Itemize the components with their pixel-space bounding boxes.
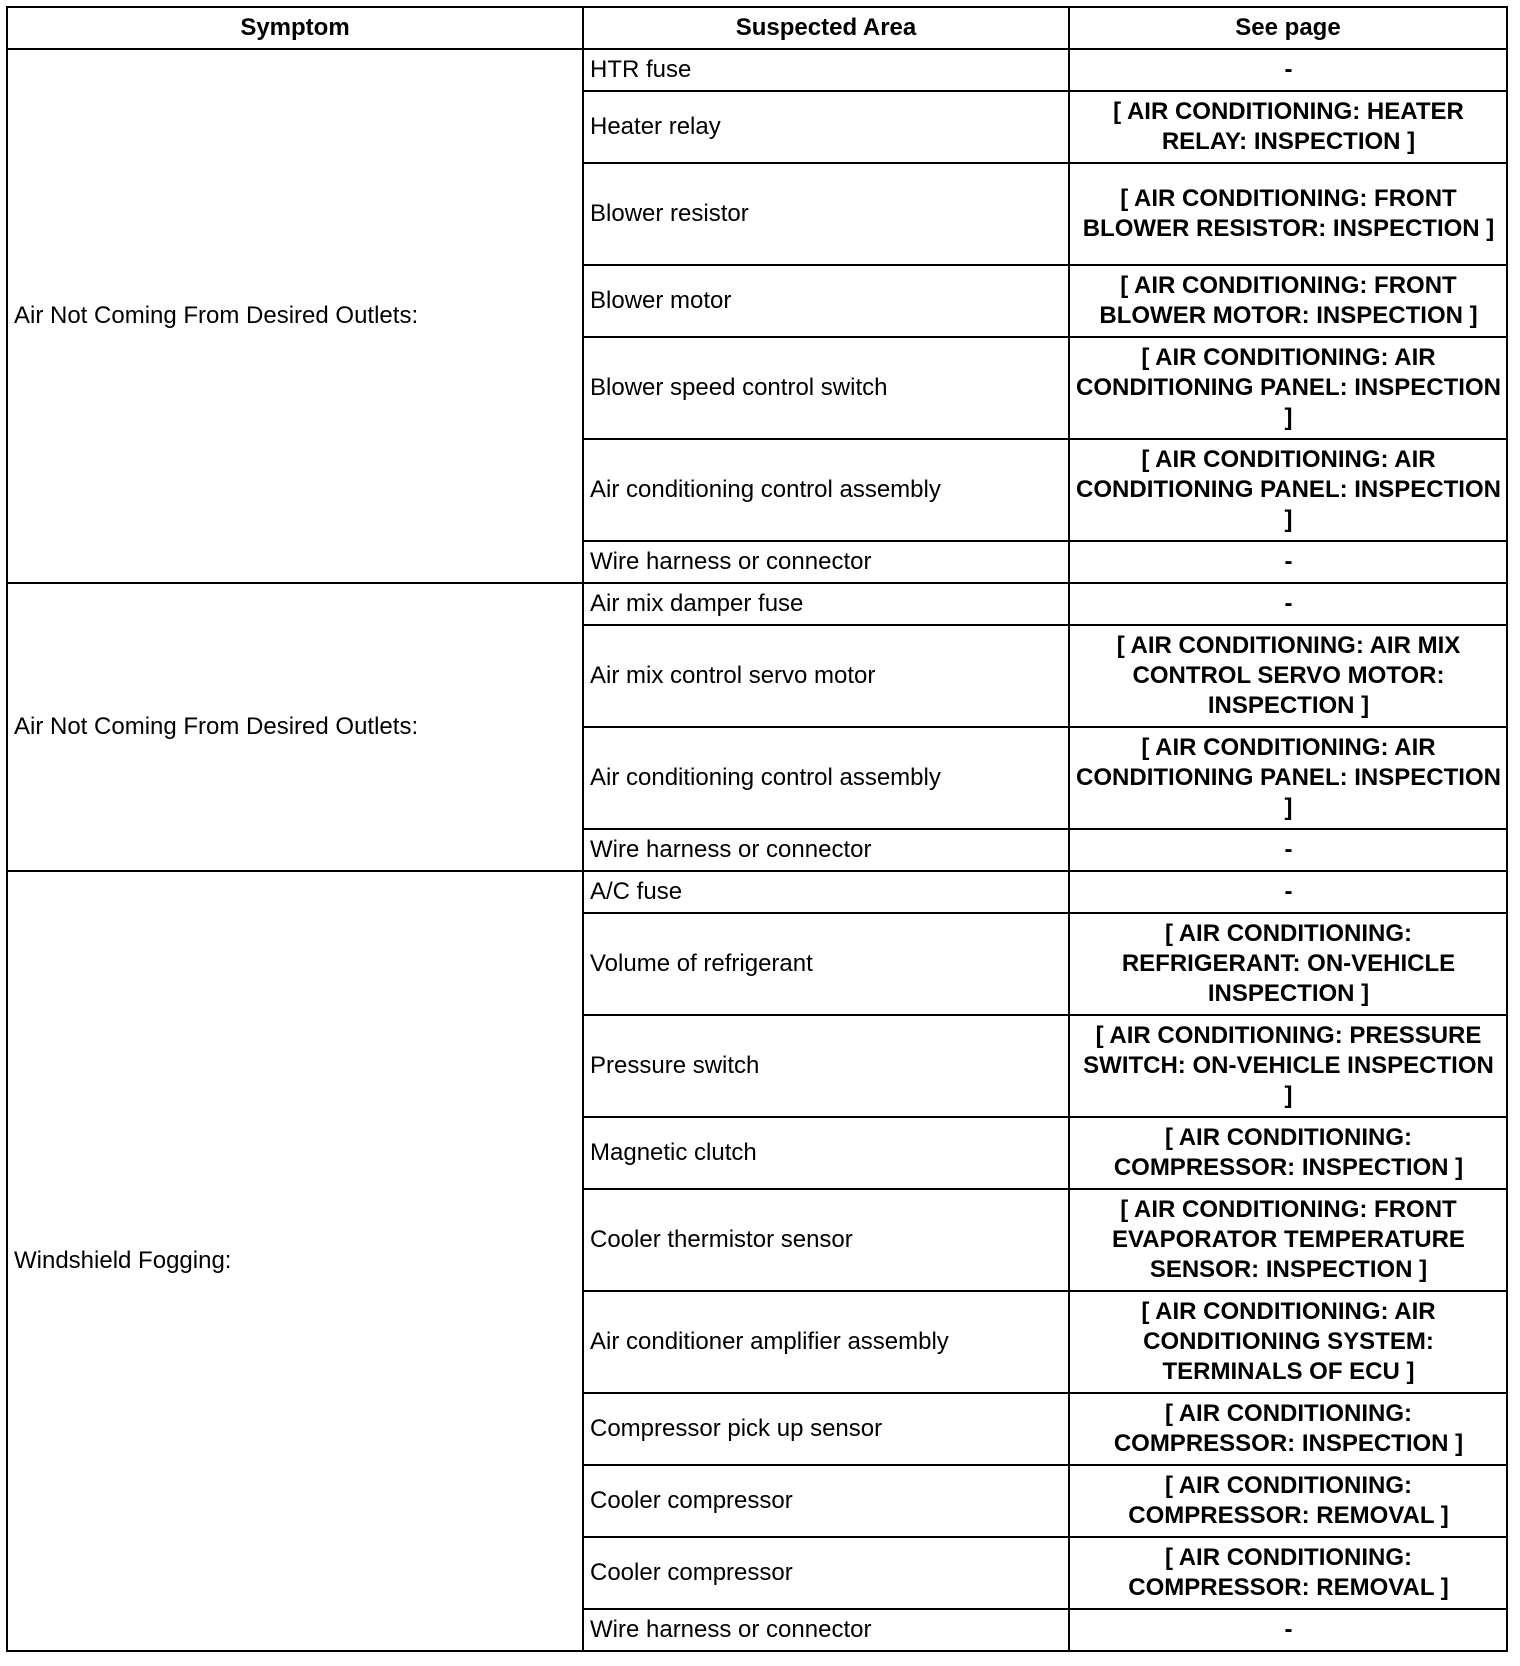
symptom-cell: Windshield Fogging: [7, 871, 583, 1651]
see-page-cell: [ AIR CONDITIONING: FRONT BLOWER MOTOR: INSPECTION ] [1069, 265, 1507, 337]
suspected-area-cell: Air conditioner amplifier assembly [583, 1291, 1069, 1393]
suspected-area-cell: Wire harness or connector [583, 829, 1069, 871]
header-see-page: See page [1069, 7, 1507, 49]
see-page-cell: [ AIR CONDITIONING: COMPRESSOR: REMOVAL ] [1069, 1465, 1507, 1537]
see-page-cell: [ AIR CONDITIONING: AIR CONDITIONING PANEL: INSPECTION ] [1069, 727, 1507, 829]
see-page-cell: [ AIR CONDITIONING: COMPRESSOR: INSPECTION ] [1069, 1117, 1507, 1189]
suspected-area-cell: Heater relay [583, 91, 1069, 163]
suspected-area-cell: Compressor pick up sensor [583, 1393, 1069, 1465]
see-page-cell: [ AIR CONDITIONING: FRONT EVAPORATOR TEMPERATURE SENSOR: INSPECTION ] [1069, 1189, 1507, 1291]
suspected-area-cell: Pressure switch [583, 1015, 1069, 1117]
see-page-cell: - [1069, 541, 1507, 583]
see-page-cell: [ AIR CONDITIONING: AIR CONDITIONING PANEL: INSPECTION ] [1069, 439, 1507, 541]
suspected-area-cell: Cooler thermistor sensor [583, 1189, 1069, 1291]
suspected-area-cell: Cooler compressor [583, 1537, 1069, 1609]
symptom-cell: Air Not Coming From Desired Outlets: [7, 583, 583, 871]
see-page-cell: - [1069, 49, 1507, 91]
see-page-cell: [ AIR CONDITIONING: AIR CONDITIONING SYSTEM: TERMINALS OF ECU ] [1069, 1291, 1507, 1393]
header-symptom: Symptom [7, 7, 583, 49]
suspected-area-cell: Volume of refrigerant [583, 913, 1069, 1015]
suspected-area-cell: Blower resistor [583, 163, 1069, 265]
suspected-area-cell: Blower speed control switch [583, 337, 1069, 439]
see-page-cell: [ AIR CONDITIONING: REFRIGERANT: ON-VEHICLE INSPECTION ] [1069, 913, 1507, 1015]
suspected-area-cell: Air conditioning control assembly [583, 727, 1069, 829]
header-suspected-area: Suspected Area [583, 7, 1069, 49]
table-row [7, 871, 1507, 913]
table-row [7, 583, 1507, 625]
see-page-cell: [ AIR CONDITIONING: AIR MIX CONTROL SERVO MOTOR: INSPECTION ] [1069, 625, 1507, 727]
suspected-area-cell: Air mix damper fuse [583, 583, 1069, 625]
see-page-cell: - [1069, 1609, 1507, 1651]
suspected-area-cell: Blower motor [583, 265, 1069, 337]
suspected-area-cell: Cooler compressor [583, 1465, 1069, 1537]
see-page-cell: - [1069, 871, 1507, 913]
see-page-cell: - [1069, 829, 1507, 871]
suspected-area-cell: Magnetic clutch [583, 1117, 1069, 1189]
suspected-area-cell: Wire harness or connector [583, 541, 1069, 583]
header-row [7, 7, 1507, 49]
see-page-cell: - [1069, 583, 1507, 625]
see-page-cell: [ AIR CONDITIONING: COMPRESSOR: INSPECTION ] [1069, 1393, 1507, 1465]
suspected-area-cell: HTR fuse [583, 49, 1069, 91]
suspected-area-cell: Wire harness or connector [583, 1609, 1069, 1651]
see-page-cell: [ AIR CONDITIONING: FRONT BLOWER RESISTOR: INSPECTION ] [1069, 163, 1507, 265]
symptom-cell: Air Not Coming From Desired Outlets: [7, 49, 583, 583]
see-page-cell: [ AIR CONDITIONING: PRESSURE SWITCH: ON-VEHICLE INSPECTION ] [1069, 1015, 1507, 1117]
diagnosis-table [6, 6, 1508, 1652]
see-page-cell: [ AIR CONDITIONING: AIR CONDITIONING PANEL: INSPECTION ] [1069, 337, 1507, 439]
suspected-area-cell: Air conditioning control assembly [583, 439, 1069, 541]
suspected-area-cell: A/C fuse [583, 871, 1069, 913]
see-page-cell: [ AIR CONDITIONING: HEATER RELAY: INSPECTION ] [1069, 91, 1507, 163]
see-page-cell: [ AIR CONDITIONING: COMPRESSOR: REMOVAL ] [1069, 1537, 1507, 1609]
table-row [7, 49, 1507, 91]
suspected-area-cell: Air mix control servo motor [583, 625, 1069, 727]
